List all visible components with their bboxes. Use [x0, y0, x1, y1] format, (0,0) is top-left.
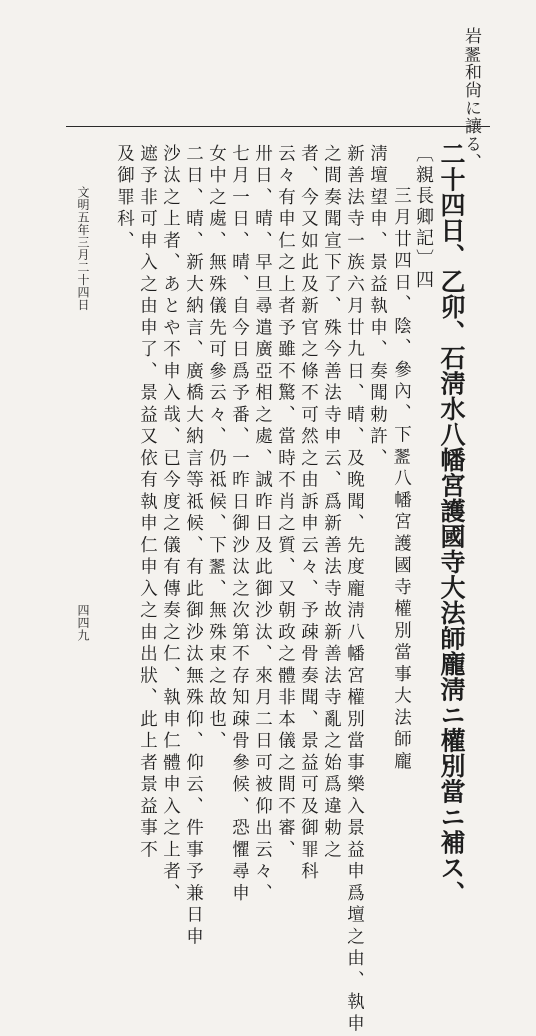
entry-column: 新善法寺一族六月廿九日、晴、及晚聞、先度龐淸八幡宮權別當事樂入景益申爲壇之由、執申 — [344, 144, 365, 1036]
page-number: 四四九 — [76, 604, 90, 642]
entry-column: 云々有申仁之上者予雖不驚、當時不肖之質、又朝政之體非本儀之間不審、 — [275, 144, 296, 862]
header-rule — [66, 126, 490, 127]
entry-title: 二十四日、乙卯、石淸水八幡宮護國寺大法師龐淸ニ權別當ニ補ス、 — [437, 141, 466, 906]
entry-column: 卅日、晴、早旦尋遣廣亞相之處、誠昨日及此御沙汰、來月二日可被仰出云々、 — [252, 144, 273, 906]
entry-column: 三月廿四日、陰、參內、下𥂔八幡宮護國寺權別當事大法師龐 — [391, 186, 412, 774]
entry-column: 遮予非可申入之由申了、景益又依有執申仁申入之由出狀、此上者景益事不 — [137, 144, 158, 862]
entry-column: 之間奏聞宣下了、殊今善法寺申云、爲新善法寺故新善法寺亂之始爲違勅之 — [321, 144, 342, 862]
entry-column: 七月一日、晴、自今日爲予番、一昨日御沙汰之次第不存知疎骨參候、恐懼尋申 — [229, 144, 250, 906]
margin-date: 文明五年三月二十四日 — [76, 186, 90, 311]
entry-column: 及御罪科、 — [114, 144, 135, 253]
entry-column: 二日、晴、新大納言、廣橋大納言等祗候、有此御沙汰無殊仰、仰云、件事予兼日申 — [183, 144, 204, 949]
entry-column: 女中之處、無殊儀先可參云々、仍祗候、下𥂔、無殊束之故也、 — [206, 144, 227, 753]
entry-column: 沙汰之上者、あとや不申入哉、已今度之儀有傳奏之仁、執申仁體申入之上者、 — [160, 144, 181, 906]
running-head: 岩𥂔和尙に讓る、 — [461, 27, 481, 171]
entry-column: 淸壇望申、景益執申、奏聞勅許、 — [367, 144, 388, 471]
entry-column: 者、今又如此及新官之條不可然之由訴申云々、予疎骨奏聞、景益可及御罪科 — [298, 144, 319, 884]
source-heading: 〔親長卿記〕四 — [413, 144, 434, 291]
